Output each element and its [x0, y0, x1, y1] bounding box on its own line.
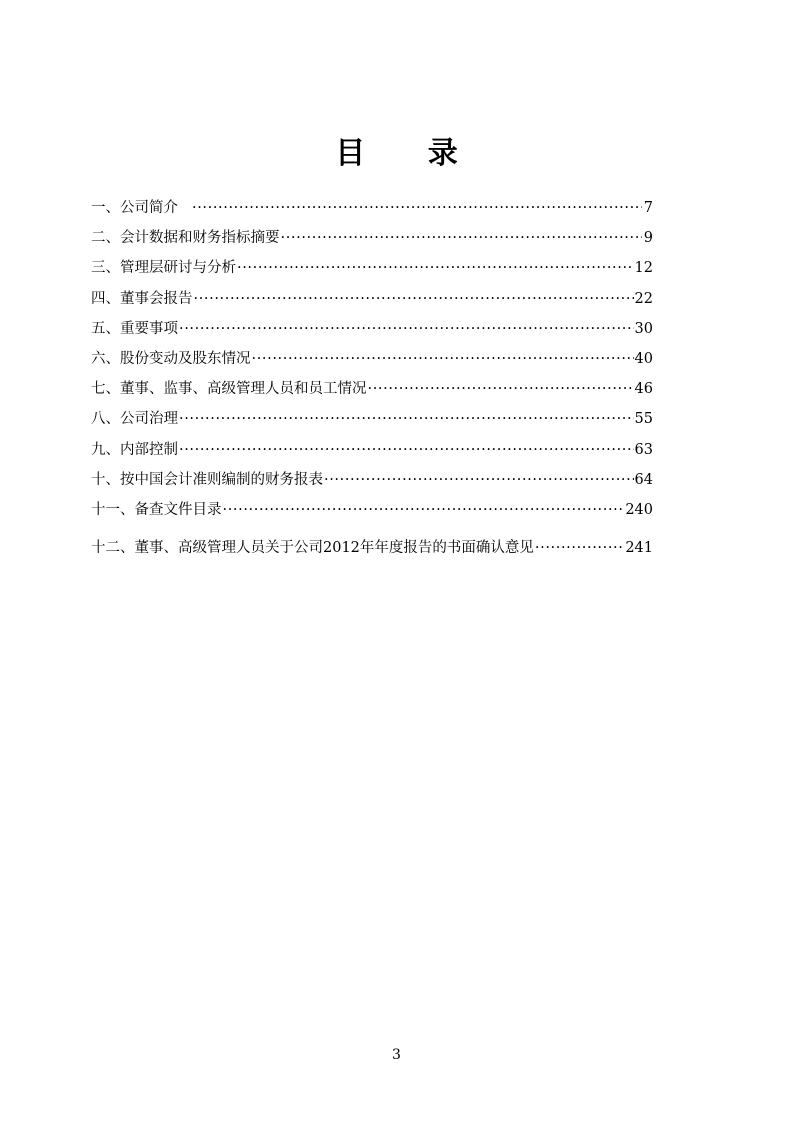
- toc-entry-financial-statements[interactable]: [91, 468, 653, 498]
- toc-entry-label: 十二、董事、高级管理人员关于公司2012年年度报告的书面确认意见: [91, 540, 534, 557]
- toc-entry-label: 二、会计数据和财务指标摘要: [91, 230, 280, 247]
- dot-leader: [281, 230, 643, 246]
- toc-entry-label: 五、重要事项: [91, 320, 178, 337]
- dot-leader: [237, 260, 634, 276]
- dot-leader: [179, 321, 634, 337]
- toc-entry-page: 9: [643, 230, 653, 247]
- toc-entry-corporate-governance[interactable]: [91, 407, 653, 437]
- toc-entry-management-discussion[interactable]: [91, 256, 653, 286]
- toc-entry-internal-control[interactable]: [91, 438, 653, 468]
- table-of-contents: [91, 196, 653, 566]
- toc-entry-significant-matters[interactable]: [91, 317, 653, 347]
- toc-entry-page: 64: [634, 471, 653, 488]
- page-number: 3: [392, 1047, 401, 1063]
- dot-leader: [535, 540, 624, 556]
- toc-entry-directors-staff[interactable]: [91, 377, 653, 407]
- toc-entry-label: 七、董事、监事、高级管理人员和员工情况: [91, 381, 367, 398]
- toc-entry-company-profile[interactable]: [91, 196, 653, 226]
- toc-entry-label: 九、内部控制: [91, 441, 178, 458]
- toc-entry-page: 240: [625, 501, 653, 518]
- toc-entry-label: 四、董事会报告: [91, 290, 193, 307]
- dot-leader: [179, 411, 634, 427]
- page-title: 目 录: [335, 136, 484, 171]
- toc-entry-page: 22: [634, 290, 653, 307]
- toc-entry-written-confirmation[interactable]: [91, 536, 653, 566]
- toc-entry-page: 55: [634, 411, 653, 428]
- dot-leader: [324, 472, 634, 488]
- toc-entry-label: 一、公司简介: [91, 200, 178, 216]
- toc-entry-label: 十、按中国会计准则编制的财务报表: [91, 471, 323, 488]
- toc-entry-page: 12: [634, 260, 653, 277]
- dot-leader: [368, 381, 634, 397]
- dot-leader: [192, 200, 642, 216]
- toc-entry-page: 40: [634, 350, 653, 367]
- dot-leader: [179, 442, 634, 458]
- toc-entry-share-changes[interactable]: [91, 347, 653, 377]
- dot-leader: [223, 502, 625, 518]
- dot-leader: [194, 291, 634, 307]
- dot-leader: [252, 351, 634, 367]
- toc-entry-label: 十一、备查文件目录: [91, 501, 222, 518]
- toc-entry-board-report[interactable]: [91, 287, 653, 317]
- toc-entry-label: 八、公司治理: [91, 411, 178, 428]
- toc-entry-page: 63: [634, 441, 653, 458]
- toc-entry-page: 7: [643, 200, 653, 216]
- toc-entry-page: 241: [625, 540, 653, 557]
- toc-entry-reference-documents[interactable]: [91, 498, 653, 528]
- toc-entry-label: 三、管理层研讨与分析: [91, 260, 236, 277]
- toc-entry-page: 46: [634, 381, 653, 398]
- toc-entry-page: 30: [634, 320, 653, 337]
- toc-entry-label: 六、股份变动及股东情况: [91, 350, 251, 367]
- toc-entry-financial-summary[interactable]: [91, 226, 653, 256]
